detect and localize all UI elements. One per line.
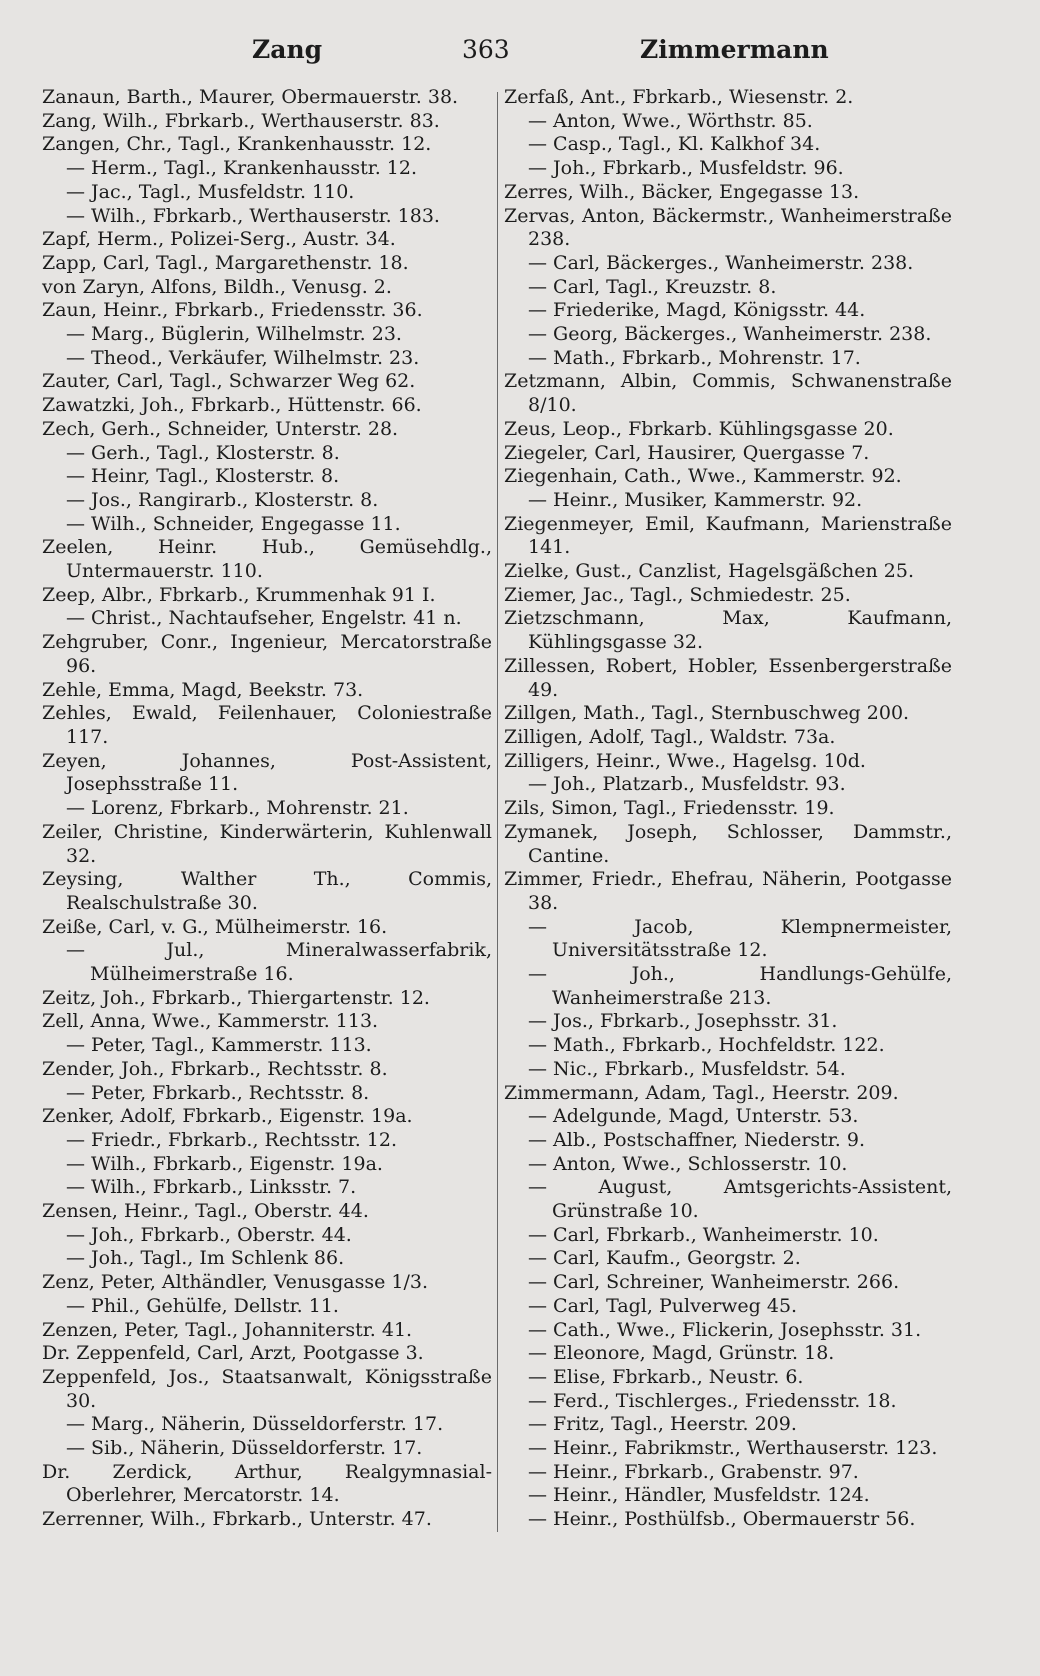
directory-entry: — Peter, Fbrkarb., Rechtsstr. 8. (66, 1081, 370, 1104)
directory-entry: — Wilh., Schneider, Engegasse 11. (66, 512, 401, 535)
directory-entry: Zielke, Gust., Canzlist, Hagelsgäßchen 25. (504, 560, 915, 583)
directory-entry: Zeep, Albr., Fbrkarb., Krummenhak 91 I. (42, 583, 436, 606)
directory-entry: Zenz, Peter, Althändler, Venusgasse 1/3. (42, 1271, 429, 1294)
directory-entry: Zauter, Carl, Tagl., Schwarzer Weg 62. (42, 370, 416, 393)
directory-entry: — Joh., Platzarb., Musfeldstr. 93. (528, 773, 846, 796)
directory-entry: — Ferd., Tischlerges., Friedensstr. 18. (528, 1389, 897, 1412)
directory-entry: — Herm., Tagl., Krankenhausstr. 12. (66, 157, 418, 180)
directory-entry: Zeppenfeld, Jos., Staatsanwalt, Königsstraße 30. (42, 1365, 492, 1412)
directory-entry: Zanaun, Barth., Maurer, Obermauerstr. 38. (42, 86, 459, 108)
directory-entry: — August, Amtsgerichts-Assistent, Grünstraße 10. (528, 1176, 952, 1223)
directory-entry: Zapp, Carl, Tagl., Margarethenstr. 18. (42, 251, 409, 274)
directory-entry: — Theod., Verkäufer, Wilhelmstr. 23. (66, 346, 420, 369)
directory-entry: — Heinr., Händler, Musfeldstr. 124. (528, 1484, 870, 1507)
directory-entry: — Carl, Tagl, Pulverweg 45. (528, 1294, 798, 1317)
directory-entry: — Sib., Näherin, Düsseldorferstr. 17. (66, 1437, 423, 1460)
directory-entry: Zapf, Herm., Polizei-Serg., Austr. 34. (42, 228, 396, 251)
directory-entry: — Jacob, Klempnermeister, Universitätsstraße 12. (528, 915, 952, 962)
directory-entry: — Elise, Fbrkarb., Neustr. 6. (528, 1365, 804, 1388)
directory-entry: — Casp., Tagl., Kl. Kalkhof 34. (528, 133, 821, 156)
directory-entry: — Peter, Tagl., Kammerstr. 113. (66, 1034, 372, 1057)
directory-entry: — Wilh., Fbrkarb., Linksstr. 7. (66, 1176, 357, 1199)
directory-entry: Zimmermann, Adam, Tagl., Heerstr. 209. (504, 1081, 899, 1104)
directory-entry: Zillgen, Math., Tagl., Sternbuschweg 200. (504, 702, 910, 725)
directory-entry: — Carl, Kaufm., Georgstr. 2. (528, 1247, 801, 1270)
right-column (504, 86, 952, 1532)
directory-entry: — Heinr., Posthülfsb., Obermauerstr 56. (528, 1508, 916, 1531)
directory-entry: — Georg, Bäckerges., Wanheimerstr. 238. (528, 323, 932, 346)
directory-entry: Ziegenmeyer, Emil, Kaufmann, Marienstraße 141. (504, 512, 952, 559)
directory-entry: Ziegenhain, Cath., Wwe., Kammerstr. 92. (504, 465, 902, 488)
directory-entry: Zeyen, Johannes, Post-Assistent, Josephsstraße 11. (42, 749, 492, 796)
directory-entry: von Zaryn, Alfons, Bildh., Venusg. 2. (42, 275, 392, 298)
directory-entry: — Heinr., Fabrikmstr., Werthauserstr. 123. (528, 1437, 938, 1460)
directory-entry: — Carl, Fbrkarb., Wanheimerstr. 10. (528, 1223, 879, 1246)
directory-entry: Zenzen, Peter, Tagl., Johanniterstr. 41. (42, 1318, 413, 1341)
directory-entry: Zerres, Wilh., Bäcker, Engegasse 13. (504, 180, 860, 203)
directory-entry: — Heinr., Musiker, Kammerstr. 92. (528, 488, 863, 511)
directory-entry: — Eleonore, Magd, Grünstr. 18. (528, 1342, 835, 1365)
directory-entry: — Marg., Büglerin, Wilhelmstr. 23. (66, 323, 402, 346)
directory-entry: — Joh., Tagl., Im Schlenk 86. (66, 1247, 345, 1270)
directory-entry: Zetzmann, Albin, Commis, Schwanenstraße 8/10. (504, 370, 952, 417)
directory-entry: — Joh., Fbrkarb., Oberstr. 44. (66, 1223, 352, 1246)
directory-entry: — Lorenz, Fbrkarb., Mohrenstr. 21. (66, 797, 409, 820)
directory-entry: — Carl, Schreiner, Wanheimerstr. 266. (528, 1271, 900, 1294)
directory-entry: Zeysing, Walther Th., Commis, Realschulstraße 30. (42, 868, 492, 914)
directory-entry: Zensen, Heinr., Tagl., Oberstr. 44. (42, 1200, 369, 1223)
directory-entry: Zech, Gerh., Schneider, Unterstr. 28. (42, 417, 399, 440)
directory-entry: Zehles, Ewald, Feilenhauer, Coloniestraße 117. (42, 702, 492, 748)
directory-entry: Dr. Zerdick, Arthur, Realgymnasial-Oberlehrer, Mercatorstr. 14. (42, 1460, 492, 1507)
directory-entry: — Carl, Bäckerges., Wanheimerstr. 238. (528, 251, 914, 274)
directory-entry: — Cath., Wwe., Flickerin, Josephsstr. 31. (528, 1318, 922, 1341)
header-left-word: Zang (252, 35, 323, 64)
directory-entry: — Math., Fbrkarb., Hochfeldstr. 122. (528, 1034, 885, 1057)
directory-entry: Zell, Anna, Wwe., Kammerstr. 113. (42, 1010, 379, 1033)
directory-entry: Zerfaß, Ant., Fbrkarb., Wiesenstr. 2. (504, 86, 854, 108)
directory-entry: — Alb., Postschaffner, Niederstr. 9. (528, 1128, 865, 1151)
directory-entry: Zeus, Leop., Fbrkarb. Kühlingsgasse 20. (504, 417, 894, 440)
directory-entry: — Anton, Wwe., Wörthstr. 85. (528, 109, 813, 132)
directory-entry: Ziemer, Jac., Tagl., Schmiedestr. 25. (504, 583, 851, 606)
directory-entry: Zehle, Emma, Magd, Beekstr. 73. (42, 678, 364, 701)
directory-entry: Ziegeler, Carl, Hausirer, Quergasse 7. (504, 441, 870, 464)
directory-entry: — Jos., Rangirarb., Klosterstr. 8. (66, 488, 379, 511)
directory-entry: Zillessen, Robert, Hobler, Essenbergerstraße 49. (504, 654, 952, 701)
directory-entry: Zeelen, Heinr. Hub., Gemüsehdlg., Untermauerstr. 110. (42, 536, 492, 583)
directory-entry: — Jac., Tagl., Musfeldstr. 110. (66, 180, 355, 203)
directory-entry: — Adelgunde, Magd, Unterstr. 53. (528, 1105, 859, 1128)
directory-entry: Zender, Joh., Fbrkarb., Rechtsstr. 8. (42, 1057, 388, 1080)
directory-entry: Zils, Simon, Tagl., Friedensstr. 19. (504, 797, 835, 820)
directory-entry: Zehgruber, Conr., Ingenieur, Mercatorstraße 96. (42, 631, 492, 677)
header-right-word: Zimmermann (640, 35, 829, 64)
directory-entry: — Christ., Nachtaufseher, Engelstr. 41 n. (66, 607, 462, 630)
directory-entry: — Carl, Tagl., Kreuzstr. 8. (528, 275, 777, 298)
directory-entry: Zaun, Heinr., Fbrkarb., Friedensstr. 36. (42, 299, 423, 322)
column-divider (497, 92, 498, 1532)
directory-entry: — Jos., Fbrkarb., Josephsstr. 31. (528, 1010, 838, 1033)
directory-entry: — Joh., Handlungs-Gehülfe, Wanheimerstraße 213. (528, 963, 952, 1009)
directory-entry: — Phil., Gehülfe, Dellstr. 11. (66, 1294, 339, 1317)
directory-entry: Zietzschmann, Max, Kaufmann, Kühlingsgasse 32. (504, 607, 952, 654)
directory-entry: — Joh., Fbrkarb., Musfeldstr. 96. (528, 157, 844, 180)
page-number: 363 (462, 35, 510, 64)
directory-entry: Zeitz, Joh., Fbrkarb., Thiergartenstr. 12. (42, 986, 430, 1009)
directory-entry: — Anton, Wwe., Schlosserstr. 10. (528, 1152, 848, 1175)
left-column (42, 86, 492, 1532)
directory-entry: Zeiler, Christine, Kinderwärterin, Kuhlenwall 32. (42, 820, 492, 867)
directory-entry: Zervas, Anton, Bäckermstr., Wanheimerstraße 238. (504, 204, 952, 251)
directory-entry: — Friederike, Magd, Königsstr. 44. (528, 299, 866, 322)
directory-entry: — Heinr, Tagl., Klosterstr. 8. (66, 465, 340, 488)
directory-entry: Zilligers, Heinr., Wwe., Hagelsg. 10d. (504, 749, 866, 772)
directory-entry: Zenker, Adolf, Fbrkarb., Eigenstr. 19a. (42, 1105, 413, 1128)
directory-entry: — Nic., Fbrkarb., Musfeldstr. 54. (528, 1057, 846, 1080)
directory-entry: Zang, Wilh., Fbrkarb., Werthauserstr. 83. (42, 109, 440, 132)
directory-entry: — Gerh., Tagl., Klosterstr. 8. (66, 441, 340, 464)
directory-entry: Zilligen, Adolf, Tagl., Waldstr. 73a. (504, 725, 836, 748)
directory-entry: Zawatzki, Joh., Fbrkarb., Hüttenstr. 66. (42, 394, 422, 417)
directory-entry: — Fritz, Tagl., Heerstr. 209. (528, 1413, 797, 1436)
directory-entry: — Heinr., Fbrkarb., Grabenstr. 97. (528, 1460, 859, 1483)
directory-entry: Zymanek, Joseph, Schlosser, Dammstr., Cantine. (504, 820, 952, 867)
directory-entry: — Jul., Mineralwasserfabrik, Mülheimerstraße 16. (66, 939, 492, 986)
directory-entry: — Friedr., Fbrkarb., Rechtsstr. 12. (66, 1128, 398, 1151)
directory-entry: Zimmer, Friedr., Ehefrau, Näherin, Pootgasse 38. (504, 868, 952, 914)
directory-entry: — Wilh., Fbrkarb., Eigenstr. 19a. (66, 1152, 383, 1175)
directory-entry: Dr. Zeppenfeld, Carl, Arzt, Pootgasse 3. (42, 1342, 424, 1365)
directory-entry: — Marg., Näherin, Düsseldorferstr. 17. (66, 1413, 444, 1436)
directory-entry: — Math., Fbrkarb., Mohrenstr. 17. (528, 346, 861, 369)
directory-entry: Zerrenner, Wilh., Fbrkarb., Unterstr. 47. (42, 1508, 432, 1531)
directory-entry: Zangen, Chr., Tagl., Krankenhausstr. 12. (42, 133, 432, 156)
directory-entry: — Wilh., Fbrkarb., Werthauserstr. 183. (66, 204, 440, 227)
directory-entry: Zeiße, Carl, v. G., Mülheimerstr. 16. (42, 915, 388, 938)
